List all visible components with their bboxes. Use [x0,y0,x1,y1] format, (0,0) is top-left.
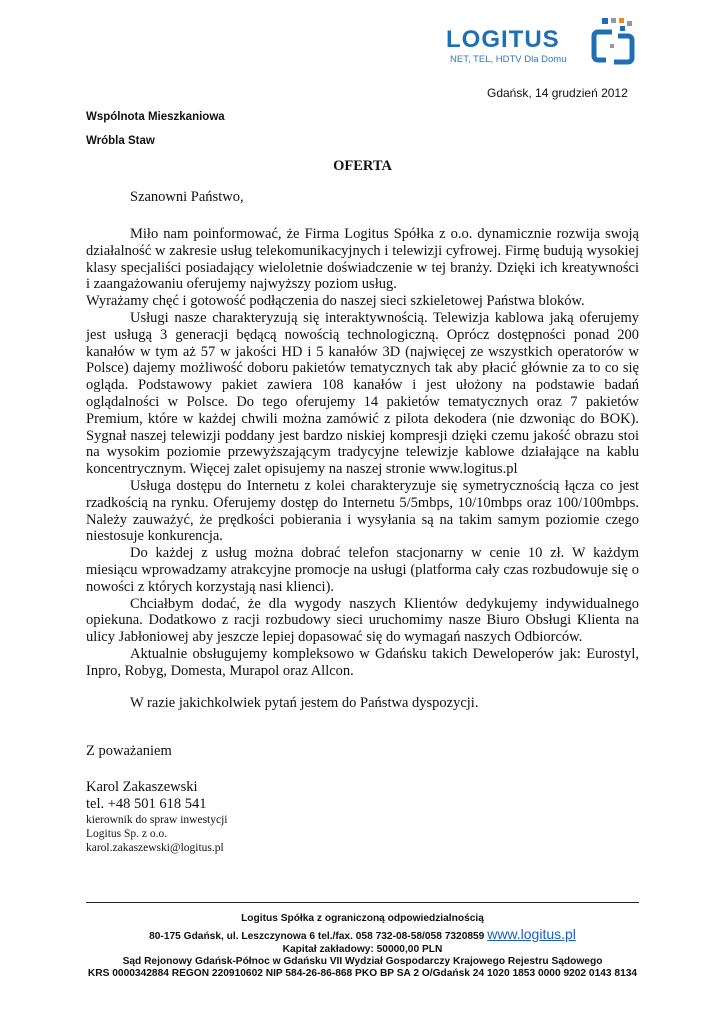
footer-company-name: Logitus Spółka z ograniczoną odpowiedzialnością [241,913,484,924]
paragraph-offer: Wyrażamy chęć i gotowość podłączenia do naszej sieci szkieletowej Państwa bloków. [86,293,585,310]
signer-name: Karol Zakaszewski [86,779,198,795]
footer-divider [86,902,639,903]
footer-court: Sąd Rejonowy Gdańsk-Północ w Gdańsku VII Wydział Gospodarczy Krajowego Rejestru Sądowego [122,956,603,967]
footer-registry: KRS 0000342884 REGON 220910602 NIP 584-26-86-868 PKO BP SA 2 O/Gdańsk 24 1020 1853 0000 9202 0143 8134 [87,968,638,979]
paragraph-intro: Miło nam poinformować, że Firma Logitus Spółka z o.o. dynamicznie rozwija swoją działalność w zakresie usług telekomunikacyjnych i telewizji cyfrowej. Firmę budują wysokiej klasy specjaliści posiadający wieloletnie doświadczenie w tej branży. Dzięki ich kreatywności i zaangażowaniu oferujemy najwyższy poziom usług. [86,226,639,293]
footer-capital: Kapitał zakładowy: 50000,00 PLN [282,944,443,955]
paragraph-internet: Usługa dostępu do Internetu z kolei charakteryzuje się symetrycznością łącza co jest rzadkością na rynku. Oferujemy dostęp do Internetu 5/5mbps, 10/10mbps oraz 100/100mbps. Należy zauważyć, że prędkości pobierania i wysyłania są na takim samym poziomie czego niestosuje konkurencja. [86,477,639,545]
letter-title: OFERTA [333,158,392,174]
logo-tagline: NET, TEL, HDTV Dla Domu [450,54,567,65]
regards: Z poważaniem [86,743,172,759]
letter-date: Gdańsk, 14 grudzień 2012 [487,86,628,100]
recipient-line-1: Wspólnota Mieszkaniowa [86,111,225,123]
paragraph-tv: Usługi nasze charakteryzują się interaktywnością. Telewizja kablowa jaką oferujemy jest usługą 3 generacji będącą nowością technologiczną. Oprócz dostępności ponad 200 kanałów w tym aż 57 w jakości HD i 5 kanałów 3D (najwięcej ze wszystkich operatorów w Polsce) dajemy możliwość doboru pakietów tematycznych tak aby płacić głównie za to co się ogląda. Podstawowy pakiet zawiera 108 kanałów i jest ułożony na podstawie badań oglądalności w Polsce. Do tego oferujemy 14 pakietów tematycznych oraz 7 pakietów Premium, które w każdej chwili można zamówić z pilota dekodera (nie dzwoniąc do BOK). Sygnał naszej telewizji poddany jest bardzo niskiej kompresji dzięki czemu jakość obrazu stoi na wysokim poziomie przewyższającym tradycyjne telewizje kablowe działające na kablu koncentrycznym. Więcej zalet opisujemy na naszej stronie www.logitus.pl [86,309,639,478]
greeting: Szanowni Państwo, [130,189,244,205]
paragraph-support: Chciałbym dodać, że dla wygody naszych Klientów dedykujemy indywidualnego opiekuna. Dodatkowo z racji rozbudowy sieci uruchomimy nasze Biuro Obsługi Klienta na ulicy Jabłoniowej aby jeszcze lepiej dopasować się do wymagań naszych Odbiorców. [86,595,639,646]
footer-website-link[interactable]: www.logitus.pl [487,926,576,942]
signer-role: kierownik do spraw inwestycji [86,814,228,826]
logo-bracket-icon [590,16,638,68]
signer-email: karol.zakaszewski@logitus.pl [86,842,224,854]
logo-wordmark: LOGITUS [446,26,560,53]
paragraph-developers: Aktualnie obsługujemy kompleksowo w Gdańsku takich Deweloperów jak: Eurostyl, Inpro, Robyg, Domesta, Murapol oraz Allcon. [86,645,639,679]
signer-phone: tel. +48 501 618 541 [86,796,207,812]
footer-address-text: 80-175 Gdańsk, ul. Leszczynowa 6 tel./fax. 058 732-08-58/058 7320859 [149,931,485,942]
footer-address [0,928,725,943]
paragraph-phone: Do każdej z usług można dobrać telefon stacjonarny w cenie 10 zł. W każdym miesiącu wprowadzamy atrakcyjne promocje na usługi (platforma cały czas rozbudowuje się o nowości z których korzystają nasi klienci). [86,545,639,595]
signer-company: Logitus Sp. z o.o. [86,828,168,840]
letter-body [86,226,639,680]
recipient-line-2: Wróbla Staw [86,135,155,147]
company-logo [446,14,646,76]
closing-line: W razie jakichkolwiek pytań jestem do Państwa dyspozycji. [130,695,479,711]
